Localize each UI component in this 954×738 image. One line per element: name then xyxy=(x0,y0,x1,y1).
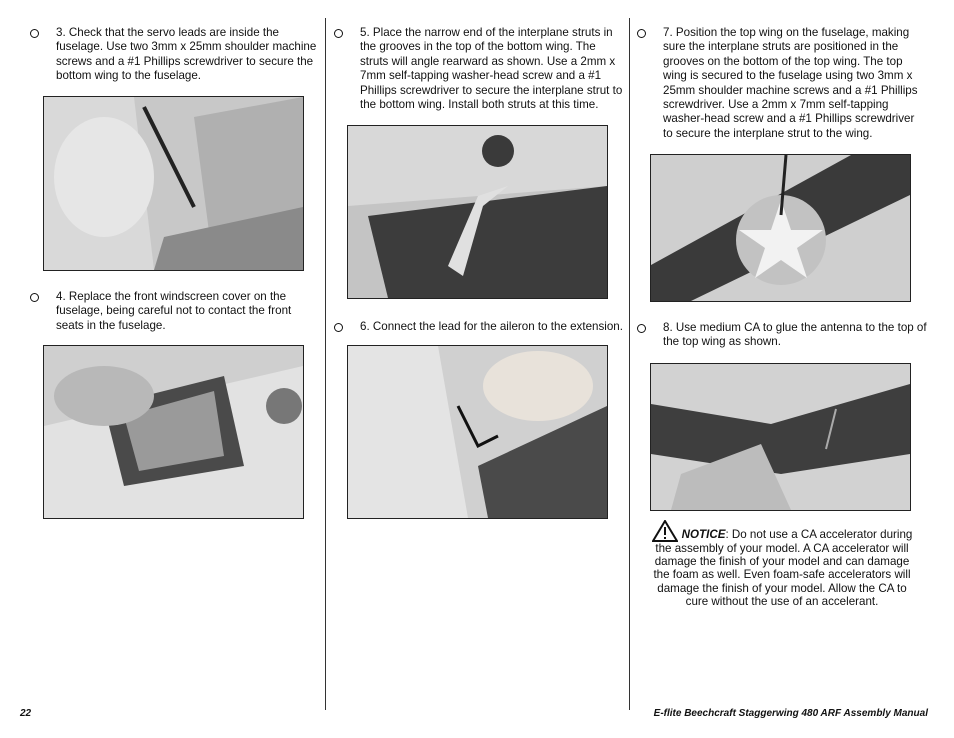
photo-step-8 xyxy=(650,363,911,511)
photo-step-5 xyxy=(347,125,608,299)
checkbox-bullet xyxy=(334,29,343,38)
photo-step-3 xyxy=(43,96,304,271)
step-4-text: 4. Replace the front windscreen cover on the fuselage, being careful not to contact the front seats in the fuselage. xyxy=(56,290,292,332)
step-8-text: 8. Use medium CA to glue the antenna to the top of the top wing as shown. xyxy=(663,321,927,349)
step-6-text: 6. Connect the lead for the aileron to the extension. xyxy=(360,320,623,333)
checkbox-bullet xyxy=(334,323,343,332)
notice-label: NOTICE xyxy=(681,528,726,541)
checkbox-bullet xyxy=(637,324,646,333)
checkbox-bullet xyxy=(30,29,39,38)
photo-step-6 xyxy=(347,345,608,519)
step-5-text: 5. Place the narrow end of the interplane struts in the grooves in the top of the bottom wing. The struts will angle rearward as shown. Use a 2mm x 7mm self-tapping washer-head screw and a #1 Phillips screwdriver to secure the interplane strut to the bottom wing. Install both struts at this time. xyxy=(360,26,623,112)
notice-box xyxy=(650,520,914,608)
checkbox-bullet xyxy=(637,29,646,38)
warning-icon xyxy=(652,520,678,542)
manual-title: E-flite Beechcraft Staggerwing 480 ARF Assembly Manual xyxy=(653,708,928,719)
column-rule-1 xyxy=(325,18,326,710)
checkbox-bullet xyxy=(30,293,39,302)
page-number: 22 xyxy=(20,708,32,719)
photo-step-4 xyxy=(43,345,304,519)
step-3-text: 3. Check that the servo leads are inside the fuselage. Use two 3mm x 25mm shoulder machine screws and a #1 Phillips screwdriver to secure the bottom wing to the fuselage. xyxy=(56,26,317,83)
notice-text: : Do not use a CA accelerator during the assembly of your model. A CA accelerator will damage the finish of your model and can damage the foam as well. Even foam-safe accelerators will damage the finish of your model. Allow the CA to cure without the use of an accelerant. xyxy=(653,528,913,608)
step-7-text: 7. Position the top wing on the fuselage, making sure the interplane struts are positioned in the grooves on the bottom of the top wing. The top wing is secured to the fuselage using two 3mm x 25mm shoulder machine screws and a #1 Phillips screwdriver. Use a 2mm x 7mm self-tapping washer-head screw and a #1 Phillips screwdriver to secure the interplane strut to the wing. xyxy=(663,26,918,140)
column-rule-2 xyxy=(629,18,630,710)
photo-step-7 xyxy=(650,154,911,302)
